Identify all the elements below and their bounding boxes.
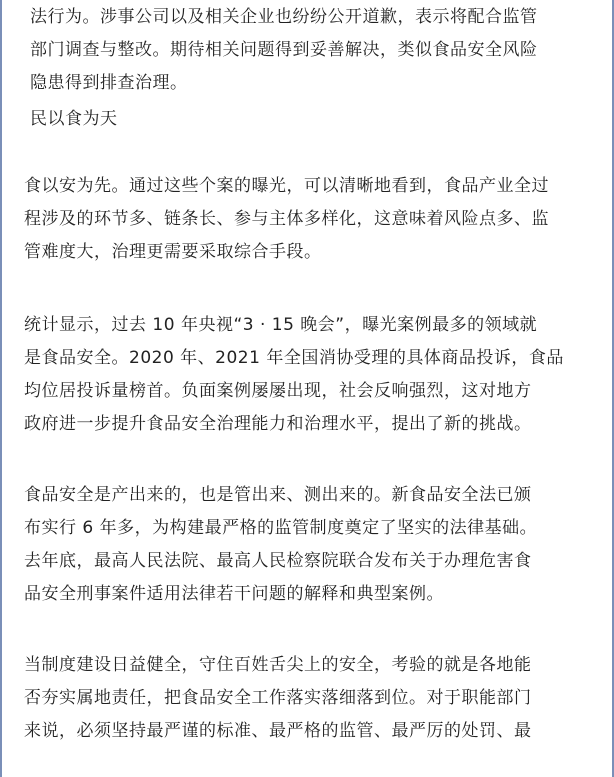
text-line: 管难度大，治理更需要采取综合手段。 (24, 242, 322, 262)
text-line: 否夯实属地责任，把食品安全工作落实落细落到位。对于职能部门 (24, 688, 532, 708)
text-line: 去年底，最高人民法院、最高人民检察院联合发布关于办理危害食 (24, 551, 532, 571)
text-line: 品安全刑事案件适用法律若干问题的解释和典型案例。 (24, 584, 444, 604)
text-line: 食以安为先。通过这些个案的曝光，可以清晰地看到，食品产业全过 (24, 176, 549, 196)
text-line: 政府进一步提升食品安全治理能力和治理水平，提出了新的挑战。 (24, 414, 532, 434)
text-line: 食品安全是产出来的，也是管出来、测出来的。新食品安全法已颁 (24, 485, 532, 505)
text-line: 法行为。涉事公司以及相关企业也纷纷公开道歉，表示将配合监管 (30, 7, 538, 27)
text-line: 程涉及的环节多、链条长、参与主体多样化，这意味着风险点多、监 (24, 209, 549, 229)
text-line: 当制度建设日益健全，守住百姓舌尖上的安全，考验的就是各地能 (24, 655, 532, 675)
text-line: 来说，必须坚持最严谨的标准、最严格的监管、最严厉的处罚、最 (24, 721, 532, 741)
text-line: 布实行 6 年多，为构建最严格的监管制度奠定了坚实的法律基础。 (24, 518, 538, 538)
text-line: 是食品安全。2020 年、2021 年全国消协受理的具体商品投诉，食品 (24, 348, 564, 368)
text-line: 均位居投诉量榜首。负面案例屡屡出现，社会反响强烈，这对地方 (24, 381, 532, 401)
text-line: 部门调查与整改。期待相关问题得到妥善解决，类似食品安全风险 (30, 40, 538, 60)
text-line: 统计显示，过去 10 年央视“3 · 15 晚会”，曝光案例最多的领域就 (24, 315, 538, 335)
subheading: 民以食为天 (30, 109, 118, 129)
text-line: 隐患得到排查治理。 (30, 73, 188, 93)
